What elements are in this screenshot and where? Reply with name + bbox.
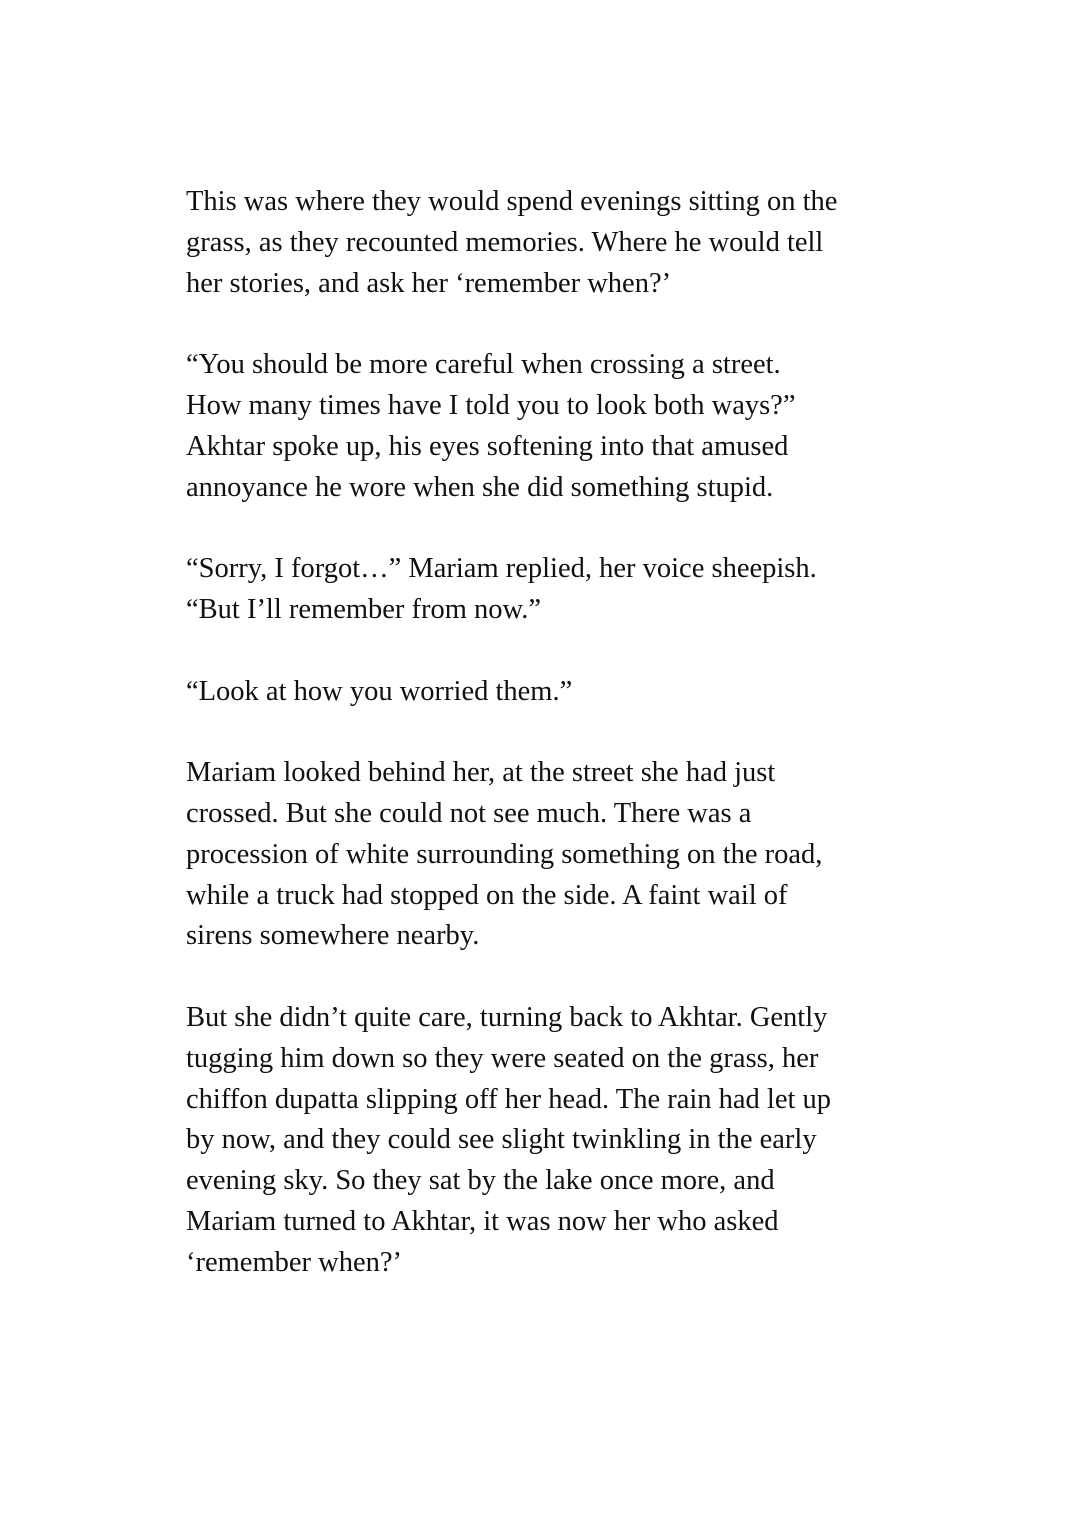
paragraph-line: by now, and they could see slight twinkling in the early <box>186 1124 817 1156</box>
paragraph-worried-them <box>186 672 906 713</box>
paragraph-remember-when <box>186 998 906 1284</box>
paragraph-line: grass, as they recounted memories. Where he would tell <box>186 226 824 258</box>
paragraph-line: This was where they would spend evenings sitting on the <box>186 186 838 217</box>
paragraph-line: ‘remember when?’ <box>186 1246 403 1278</box>
paragraph-line: Mariam turned to Akhtar, it was now her who asked <box>186 1205 779 1237</box>
paragraph-line: “But I’ll remember from now.” <box>186 593 542 625</box>
paragraph-line: Akhtar spoke up, his eyes softening into that amused <box>186 430 789 462</box>
paragraph-line: procession of white surrounding something on the road, <box>186 838 823 870</box>
story-text <box>186 182 906 1324</box>
paragraph-line: crossed. But she could not see much. There was a <box>186 797 752 829</box>
paragraph-line: her stories, and ask her ‘remember when?’ <box>186 267 672 299</box>
paragraph-line: chiffon dupatta slipping off her head. The rain had let up <box>186 1083 832 1115</box>
paragraph-looked-behind <box>186 753 906 957</box>
paragraph-line: “You should be more careful when crossing a street. <box>186 349 781 381</box>
paragraph-line: annoyance he wore when she did something stupid. <box>186 471 774 503</box>
paragraph-line: How many times have I told you to look both ways?” <box>186 389 796 421</box>
paragraph-careful-crossing <box>186 345 906 508</box>
paragraph-line: while a truck had stopped on the side. A faint wail of <box>186 879 788 911</box>
paragraph-line: sirens somewhere nearby. <box>186 920 480 952</box>
paragraph-line: evening sky. So they sat by the lake once more, and <box>186 1165 775 1197</box>
paragraph-sorry-forgot <box>186 549 906 631</box>
paragraph-line: tugging him down so they were seated on the grass, her <box>186 1042 819 1074</box>
paragraph-line: Mariam looked behind her, at the street she had just <box>186 757 776 789</box>
paragraph-line: But she didn’t quite care, turning back to Akhtar. Gently <box>186 1001 828 1033</box>
paragraph-line: “Sorry, I forgot…” Mariam replied, her voice sheepish. <box>186 553 817 585</box>
paragraph-line: “Look at how you worried them.” <box>186 675 573 707</box>
paragraph-evenings <box>186 182 906 304</box>
